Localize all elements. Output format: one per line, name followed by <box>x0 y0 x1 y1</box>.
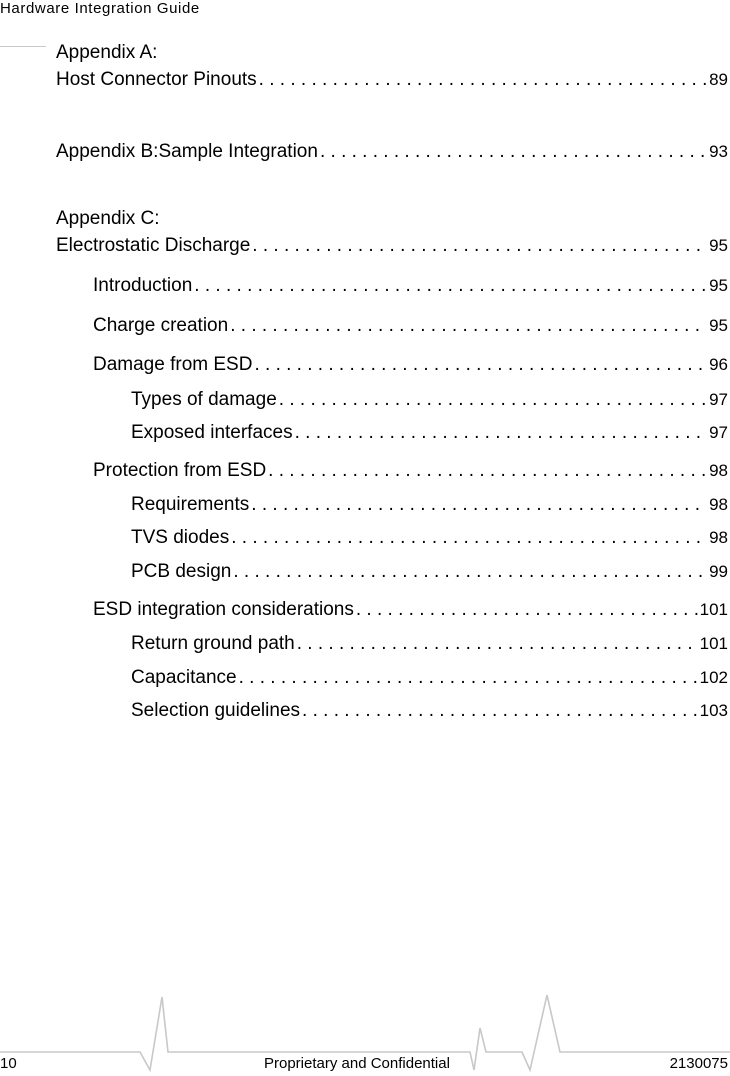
toc-entry-page: 103 <box>699 701 728 720</box>
dot-leader <box>254 352 707 378</box>
toc-entry-page: 98 <box>709 528 728 547</box>
toc-entry-appendix-c[interactable] <box>56 233 728 259</box>
toc-entry-page: 95 <box>709 316 728 335</box>
dot-leader <box>259 67 707 93</box>
toc-entry-page: 102 <box>699 668 728 687</box>
dot-leader <box>356 597 698 623</box>
toc-entry-exposed-interfaces[interactable] <box>131 420 728 446</box>
footer-page-number: 10 <box>0 1055 17 1072</box>
toc-entry-page: 95 <box>709 236 728 255</box>
header-rule <box>0 46 46 47</box>
toc-entry-charge-creation[interactable] <box>93 313 728 339</box>
dot-leader <box>194 273 707 299</box>
dot-leader <box>320 139 707 165</box>
appendix-a-prefix: Appendix A: <box>56 42 158 63</box>
toc-entry-page: 97 <box>709 423 728 442</box>
toc-entry-title: Damage from ESD <box>93 354 253 375</box>
toc-entry-page: 96 <box>709 355 728 374</box>
dot-leader <box>233 559 707 585</box>
toc-entry-page: 98 <box>709 461 728 480</box>
toc-entry-title: Requirements <box>131 494 250 515</box>
dot-leader <box>297 631 698 657</box>
toc-entry-return-ground-path[interactable] <box>131 631 728 657</box>
dot-leader <box>251 492 707 518</box>
toc-entry-title: Introduction <box>93 275 193 296</box>
dot-leader <box>268 458 707 484</box>
footer-confidentiality: Proprietary and Confidential <box>264 1055 450 1072</box>
toc-entry-title: Charge creation <box>93 315 229 336</box>
dot-leader <box>279 387 707 413</box>
toc-entry-pcb-design[interactable] <box>131 559 728 585</box>
toc-entry-title: Protection from ESD <box>93 460 267 481</box>
toc-entry-title: Selection guidelines <box>131 700 301 721</box>
toc-entry-title: Return ground path <box>131 633 295 654</box>
toc-entry-page: 99 <box>709 562 728 581</box>
dot-leader <box>252 233 707 259</box>
toc-entry-tvs-diodes[interactable] <box>131 525 728 551</box>
toc-entry-capacitance[interactable] <box>131 665 728 691</box>
toc-entry-page: 93 <box>709 142 728 161</box>
toc-entry-page: 101 <box>699 634 728 653</box>
dot-leader <box>230 313 707 339</box>
toc-entry-selection-guidelines[interactable] <box>131 698 728 724</box>
toc-entry-title: Host Connector Pinouts <box>56 69 257 90</box>
toc-entry-title: Exposed interfaces <box>131 422 293 443</box>
toc-entry-page: 89 <box>709 70 728 89</box>
toc-entry-title: PCB design <box>131 561 232 582</box>
toc-entry-requirements[interactable] <box>131 492 728 518</box>
toc-entry-page: 101 <box>699 600 728 619</box>
toc-entry-page: 95 <box>709 276 728 295</box>
toc-entry-title: Appendix B:Sample Integration <box>56 141 318 162</box>
toc-entry-title: ESD integration considerations <box>93 599 354 620</box>
toc-entry-types-of-damage[interactable] <box>131 387 728 413</box>
toc-entry-title: Types of damage <box>131 389 277 410</box>
dot-leader <box>295 420 707 446</box>
toc-entry-appendix-a[interactable] <box>56 67 728 93</box>
toc-entry-title: Capacitance <box>131 667 237 688</box>
toc-entry-protection-from-esd[interactable] <box>93 458 728 484</box>
running-header-title: Hardware Integration Guide <box>0 0 200 17</box>
dot-leader <box>231 525 707 551</box>
toc-entry-title: Electrostatic Discharge <box>56 235 251 256</box>
toc-entry-page: 98 <box>709 495 728 514</box>
toc-entry-esd-integration-considerations[interactable] <box>93 597 728 623</box>
toc-entry-introduction[interactable] <box>93 273 728 299</box>
toc-entry-appendix-b[interactable] <box>56 139 728 165</box>
footer-doc-number: 2130075 <box>669 1055 728 1072</box>
dot-leader <box>302 698 698 724</box>
toc-entry-damage-from-esd[interactable] <box>93 352 728 378</box>
toc-entry-page: 97 <box>709 390 728 409</box>
toc-entry-title: TVS diodes <box>131 527 230 548</box>
dot-leader <box>239 665 698 691</box>
appendix-c-prefix: Appendix C: <box>56 208 160 229</box>
